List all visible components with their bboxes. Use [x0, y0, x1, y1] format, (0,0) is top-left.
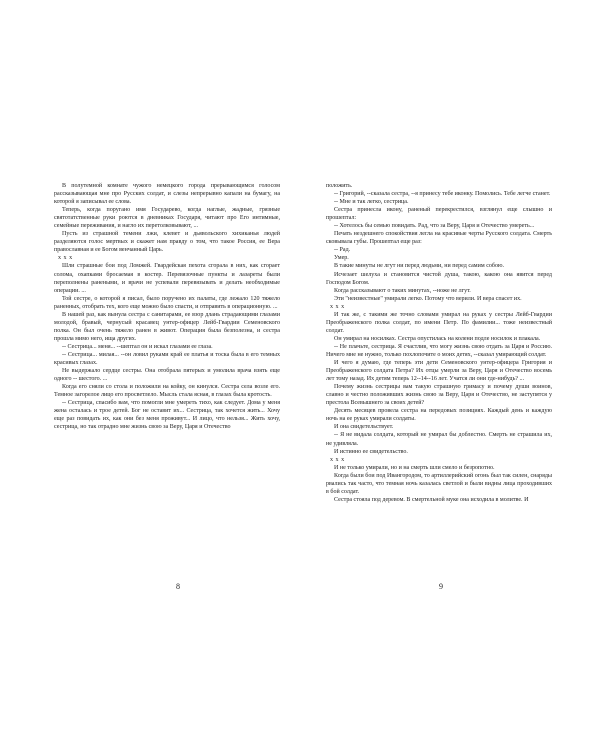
- paragraph: -- Хотелось бы семью повидать. Рад, что за Веру, Царя и Отечество умереть...: [334, 223, 535, 230]
- paragraph: Пусть из страшной темени лжи, клевет и дьявольского хихиканья людей разделяются голос мертвых и скажет нам правду о том, что такое Россия, ее Вера православная и ее Богом венчанный Царь.: [54, 231, 280, 254]
- paragraph: Эти "неизвестные" умирали легко. Потому что верили. И вера спасет их.: [334, 295, 522, 302]
- paragraph: В полутемной комнате чужого немецкого города прерывающимся голосом рассказывающая мне про Русских солдат, и слезы непрерывно капали на бумагу, на которой я записывал ее слова.: [54, 183, 280, 206]
- paragraph: Не выдержало сердце сестры. Она отобрала пятерых и умолила врача взять еще одного -- шестого. ...: [54, 368, 280, 383]
- paragraph: И она свидетельствует.: [334, 424, 394, 431]
- paragraph: Исчезает шелуха и становится чистой душа, такою, какою она явится перед Господом Богом.: [326, 271, 552, 286]
- right-page-text: [326, 182, 552, 504]
- paragraph: Почему жизнь сестрицы вам такую страшную гримасу и почему души воинов, славно и честно положивших жизнь свою за Веру, Царя и Отечество, не заступятся у престола Всевышнего за своих детей?: [326, 384, 552, 407]
- right-page: [300, 0, 600, 750]
- paragraph: Сестра стояла под деревом. В смертельной муке она исходила в молитве. И: [334, 496, 529, 503]
- paragraph: В такие минуты не лгут ни перед людьми, ни перед самим собою.: [334, 263, 505, 270]
- paragraph: -- Сестрица, спасибо вам, что помогли мне умереть тихо, как следует. Дома у меня жена осталась и трое детей. Бог не оставит их... Сестрица, так хочется жить... Хочу еще раз повидать их, как они без меня проживут... И лицо, что нельзя... Жить хочу, сестрица, но так отрадно мне жизнь свою за Веру, Царя и Отечество: [54, 400, 280, 431]
- paragraph: Умер.: [334, 255, 349, 262]
- paragraph: Шли страшные бои под Ломжей. Гвардейская пехота сгорала в них, как сгорает солома, охапками бросаемая в костер. Перевязочные пункты и лазареты были переполнены ранеными, и врачи не успевали перевязывать и делать необходимые операции. ...: [54, 263, 280, 294]
- paragraph: И истинно ее свидетельство.: [334, 448, 408, 455]
- left-page-text: [54, 182, 280, 431]
- right-page-number: 9: [439, 582, 443, 591]
- paragraph: И так же, с такими же точно словами умирал на руках у сестры Лейб-Гвардии Преображенского полка солдат, по имени Петр. По фамилии... тоже неизвестный солдат.: [326, 311, 552, 334]
- paragraph: положить.: [326, 183, 353, 189]
- paragraph: -- Сестрица... милая... --он ловил руками край ее платья и тоска была в его темных красивых глазах.: [54, 351, 280, 367]
- paragraph: -- Григорий, --сказала сестра, --я принесу тебе иконку. Помолись. Тебе легче станет.: [334, 191, 551, 198]
- paragraph: Десять месяцев провела сестра на передовых позициях. Каждый день и каждую ночь на ее руках умирали солдаты.: [326, 408, 552, 423]
- paragraph: -- Сестрица... меня... --шептал он и искал глазами ее глаза.: [62, 343, 213, 350]
- paragraph: Теперь, когда поругано имя Государево, когда наглые, жадные, грязные святотатственные руки роются в дневниках Государя, читают про Его интимные, семейные переживания, и нагло их перетолковывают, ...: [54, 207, 280, 230]
- paragraph: И не только умирали, но и на смерть шли смело и безропотно.: [334, 464, 495, 471]
- left-page-number: 8: [176, 582, 180, 591]
- section-separator: х х х: [330, 456, 345, 463]
- paragraph: Он умирал на носилках. Сестра опустилась на колени подле носилок и плакала.: [334, 335, 541, 342]
- paragraph: Когда были бои под Ивангородом, то артиллерийский огонь был так силен, снаряды рвались так часто, что темная ночь казалась светлой и были видны лица проходивших в бой солдат.: [326, 472, 552, 495]
- paragraph: Той сестре, о которой я писал, было поручено их палаты, где лежало 120 тяжело раненных, отобрать тех, кого еще можно было спасти, и отправить в операционную. ...: [54, 295, 280, 310]
- section-separator: х х х: [58, 255, 73, 262]
- paragraph: Когда рассказывают о таких минутах, --ноже не лгут.: [334, 287, 471, 294]
- paragraph: Сестра принесла икону, раненый перекрестился, взглянул еще слышно и прошептал:: [326, 207, 552, 222]
- paragraph: -- Рад.: [334, 247, 351, 254]
- section-separator: х х х: [330, 303, 345, 310]
- paragraph: -- Я не видала солдата, который не умирал бы доблестно. Смерть не страшила их, не удивляла.: [326, 432, 552, 447]
- paragraph: -- Не плачьте, сестрица. Я счастлив, что могу жизнь свою отдать за Царя и Россию. Ничего мне не нужно, только похлопочите о моих детях, --сказал умирающий солдат.: [326, 343, 552, 358]
- paragraph: -- Мне и так легко, сестрица.: [334, 199, 409, 206]
- paragraph: И чего я думаю, где теперь эти дети Семеновского унтер-офицера Григория и Преображенского солдата Петра? Их отцы умерли за Веру, Царя и Отечество восемь лет тому назад. Их детям теперь 12--14--16 лет. Учатся ли они где-нибудь? ...: [326, 360, 552, 383]
- paragraph: В нашей раз, как вынула сестра с санитарами, ее взор длань страдающими глазами молодой, бравый, чернусый красавец унтер-офицер Лейб-Гвардии Семеновского полка. Он был очень тяжело ранен в живот. Операция была безполезна, и сестра прошла мимо него, ища других.: [54, 311, 280, 342]
- paragraph: Когда его сняли со стола и положили на койку, он кинулся. Сестра села возле его. Темное загорелое лицо его просветлело. Мысль стала ясная, в глазах была кротость.: [54, 384, 280, 399]
- paragraph: Печать нездешнего спокойствия легла на красивые черты Русского солдата. Смерть сковывала губы. Прошептал еще раз:: [326, 231, 552, 246]
